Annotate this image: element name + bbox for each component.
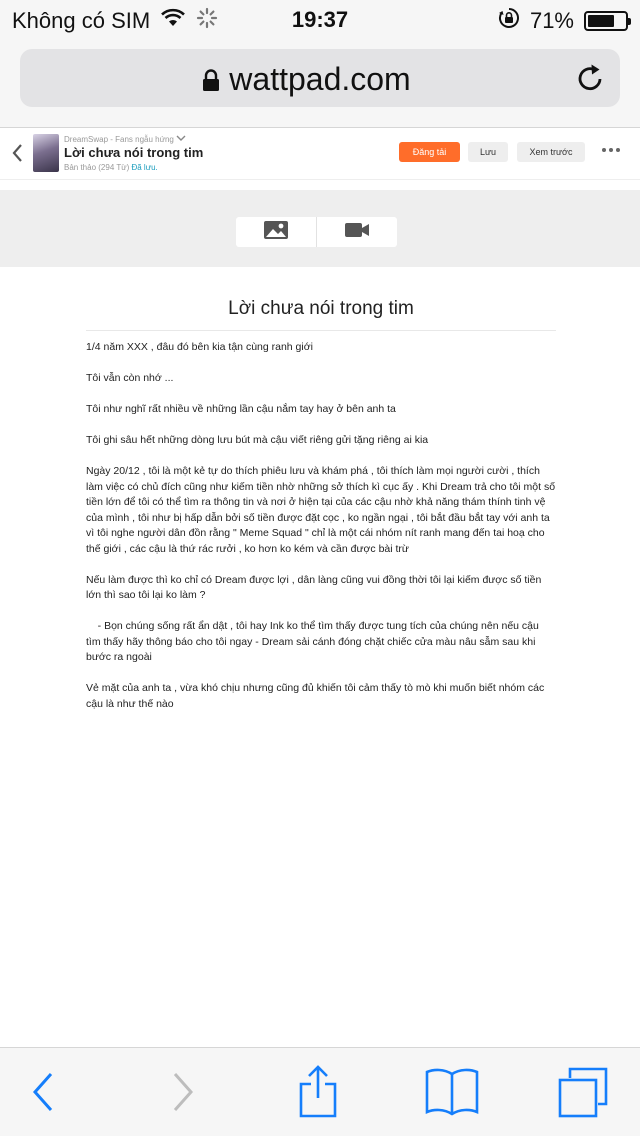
status-right	[498, 7, 628, 35]
editor-header	[0, 128, 640, 180]
save-button[interactable]: Lưu	[468, 142, 508, 162]
document-title[interactable]: Lời chưa nói trong tim	[228, 298, 414, 319]
status-bar	[0, 0, 640, 40]
story-name-label: DreamSwap - Fans ngẫu hứng	[64, 135, 174, 144]
battery-icon	[584, 11, 628, 31]
more-options-icon[interactable]	[602, 148, 620, 152]
clock: 19:37	[291, 7, 349, 32]
paragraph: Tôi như nghĩ rất nhiều về những lần cậu nắm tay hay ở bên anh ta	[86, 403, 396, 415]
paragraph: Ngày 20/12 , tôi là một kẻ tự do thích phiêu lưu và khám phá , tôi thích làm mọi người cười , thích làm việc có chủ đích cũng như kiếm tiền nhờ những sở thích kì cục ấy . Khi Dream trả cho tôi một số tiền lớn để tôi có thể tìm ra thông tin và nơi ở hiện tại của các cậu nhờ khả năng thám thính tinh vệ của mình , tôi như bị hấp dẫn bởi số tiền được đặt cọc , ko ngần ngại , tôi bắt đầu bắt tay với anh ta vì tôi nghe người dân đồn rằng " Meme Squad " chỉ là một cái nhóm nít ranh mang đến tai hoạ cho thế giới , các cậu là thứ rác rưởi , ko hơn ko kém và cần được bài trừ	[86, 465, 558, 555]
battery-fill	[588, 15, 614, 27]
document-body[interactable]	[86, 340, 556, 728]
battery-percent: 71%	[529, 8, 574, 33]
insert-image-button[interactable]	[236, 217, 316, 247]
wifi-icon	[160, 8, 186, 34]
paragraph: - Bọn chúng sống rất ẩn dật , tôi hay Ink ko thể tìm thấy được tung tích của chúng nên nếu cậu tìm thấy hãy thông báo cho tôi ngay - Dream sải cánh đóng chặt chiếc cửa màu nâu sẫm sau khi bước ra ngoài	[86, 620, 542, 663]
url-text[interactable]: wattpad.com	[229, 61, 411, 97]
part-title: Lời chưa nói trong tim	[64, 145, 204, 160]
bookmarks-icon[interactable]	[424, 1066, 480, 1121]
preview-button[interactable]: Xem trước	[517, 142, 585, 162]
draft-word-count: Bản thảo (294 Từ)	[64, 163, 130, 172]
back-chevron-icon[interactable]	[8, 140, 28, 166]
paragraph: Tôi vẫn còn nhớ ...	[86, 372, 174, 384]
safari-address-area	[0, 40, 640, 128]
tabs-icon[interactable]	[556, 1066, 610, 1123]
share-icon[interactable]	[296, 1064, 340, 1123]
media-bar	[0, 190, 640, 267]
loading-icon	[196, 7, 218, 35]
story-name[interactable]	[64, 135, 186, 144]
address-bar[interactable]	[20, 49, 620, 107]
safari-toolbar	[0, 1047, 640, 1136]
story-cover-thumbnail[interactable]	[33, 134, 59, 172]
media-buttons	[236, 217, 397, 247]
paragraph: Nếu làm được thì ko chỉ có Dream được lợi , dân làng cũng vui đồng thời tôi lại kiếm được số tiền lớn thì sao tôi lại ko làm ?	[86, 573, 545, 601]
chevron-down-icon[interactable]	[176, 135, 186, 144]
carrier-label: Không có SIM	[12, 8, 151, 33]
forward-arrow-icon[interactable]	[170, 1070, 196, 1119]
saved-status: Đã lưu.	[131, 163, 158, 172]
paragraph: 1/4 năm XXX , đâu đó bên kia tận cùng ranh giới	[86, 341, 313, 353]
publish-button[interactable]: Đăng tải	[399, 142, 460, 162]
insert-video-button[interactable]	[316, 217, 396, 247]
image-icon	[263, 220, 289, 245]
back-arrow-icon[interactable]	[30, 1070, 56, 1119]
video-icon	[344, 221, 370, 244]
orientation-lock-icon	[498, 7, 520, 35]
title-divider	[86, 330, 556, 331]
reload-icon[interactable]	[576, 63, 606, 98]
draft-status	[64, 163, 158, 172]
paragraph: Vẻ mặt của anh ta , vừa khó chịu nhưng cũng đủ khiến tôi cảm thấy tò mò khi muốn biết nhóm các cậu là như thế nào	[86, 682, 548, 710]
status-left	[12, 7, 218, 35]
paragraph: Tôi ghi sâu hết những dòng lưu bút mà cậu viết riêng gửi tặng riêng ai kia	[86, 434, 429, 446]
